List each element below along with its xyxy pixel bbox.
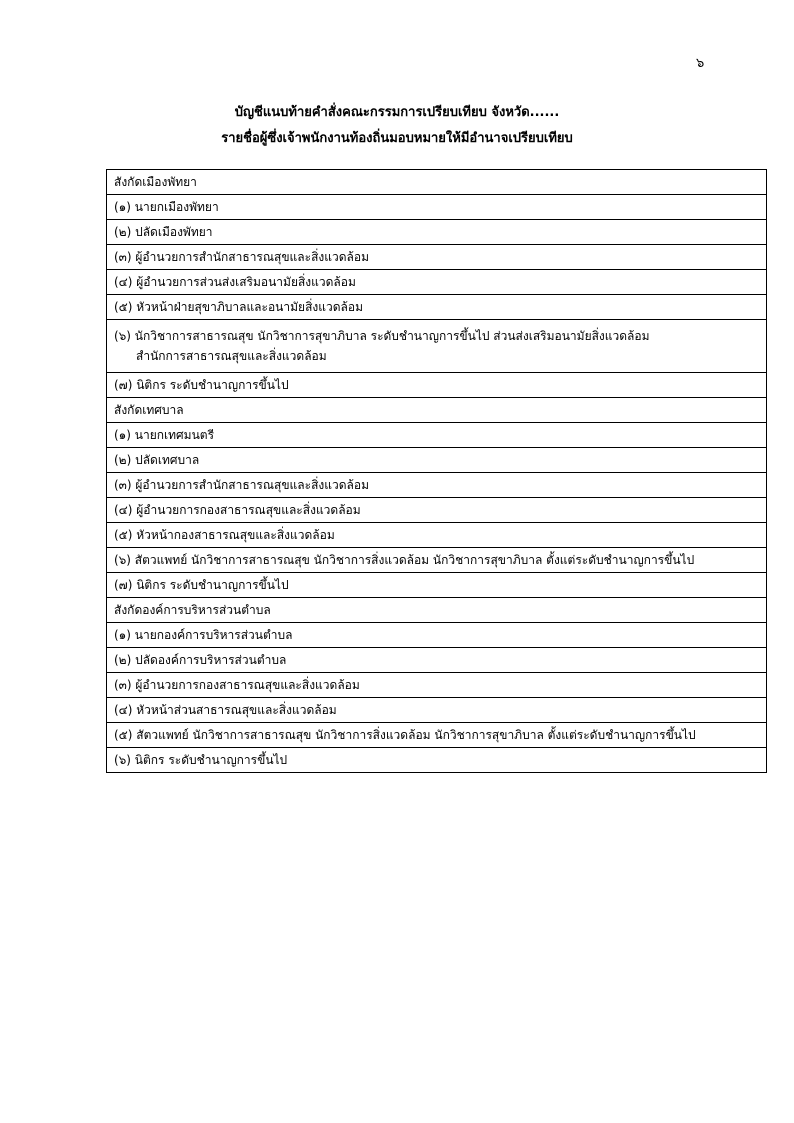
item-cell bbox=[107, 195, 767, 220]
item-text: (๑) นายกเทศมนตรี bbox=[114, 428, 215, 442]
item-text: (๖) สัตวแพทย์ นักวิชาการสาธารณสุข นักวิชาการสิ่งแวดล้อม นักวิชาการสุขาภิบาล ตั้งแต่ระดับชำนาญการขึ้นไป bbox=[114, 553, 695, 567]
table-row bbox=[107, 648, 767, 673]
table-row bbox=[107, 245, 767, 270]
section-header-cell bbox=[107, 398, 767, 423]
item-cell bbox=[107, 320, 767, 373]
item-cell bbox=[107, 423, 767, 448]
item-text: (๑) นายกเมืองพัทยา bbox=[114, 200, 219, 214]
item-text: (๔) หัวหน้าส่วนสาธารณสุขและสิ่งแวดล้อม bbox=[114, 703, 337, 717]
item-cell bbox=[107, 673, 767, 698]
item-cell bbox=[107, 498, 767, 523]
item-text: (๓) ผู้อำนวยการกองสาธารณสุขและสิ่งแวดล้อม bbox=[114, 678, 360, 692]
section-title: สังกัดองค์การบริหารส่วนตำบล bbox=[114, 603, 271, 617]
table-row bbox=[107, 195, 767, 220]
document-title: บัญชีแนบท้ายคำสั่งคณะกรรมการเปรียบเทียบ จังหวัด...... bbox=[234, 105, 560, 120]
table-row bbox=[107, 373, 767, 398]
item-text: (๖) นิติกร ระดับชำนาญการขึ้นไป bbox=[114, 753, 288, 767]
item-cell bbox=[107, 270, 767, 295]
table-row bbox=[107, 523, 767, 548]
section-header-row bbox=[107, 398, 767, 423]
table-row bbox=[107, 498, 767, 523]
table-row bbox=[107, 473, 767, 498]
item-text: (๗) นิติกร ระดับชำนาญการขึ้นไป bbox=[114, 578, 289, 592]
item-cell bbox=[107, 523, 767, 548]
item-cell bbox=[107, 623, 767, 648]
section-header-row bbox=[107, 170, 767, 195]
item-text: (๒) ปลัดเทศบาล bbox=[114, 453, 200, 467]
table-row bbox=[107, 270, 767, 295]
item-cell bbox=[107, 748, 767, 773]
table-row bbox=[107, 573, 767, 598]
table-row bbox=[107, 320, 767, 373]
item-cell bbox=[107, 698, 767, 723]
item-cell bbox=[107, 648, 767, 673]
item-text: (๑) นายกองค์การบริหารส่วนตำบล bbox=[114, 628, 293, 642]
item-text: (๒) ปลัดองค์การบริหารส่วนตำบล bbox=[114, 653, 287, 667]
item-cell bbox=[107, 723, 767, 748]
item-text: (๒) ปลัดเมืองพัทยา bbox=[114, 225, 213, 239]
item-text: (๓) ผู้อำนวยการสำนักสาธารณสุขและสิ่งแวดล้อม bbox=[114, 478, 369, 492]
table-row bbox=[107, 673, 767, 698]
table-row bbox=[107, 220, 767, 245]
section-header-row bbox=[107, 598, 767, 623]
table-body bbox=[107, 170, 767, 773]
item-cell bbox=[107, 220, 767, 245]
item-text: (๕) หัวหน้าฝ่ายสุขาภิบาลและอนามัยสิ่งแวดล้อม bbox=[114, 300, 363, 314]
section-title: สังกัดเมืองพัทยา bbox=[114, 175, 197, 189]
item-cell bbox=[107, 373, 767, 398]
item-text: (๖) นักวิชาการสาธารณสุข นักวิชาการสุขาภิบาล ระดับชำนาญการขึ้นไป ส่วนส่งเสริมอนามัยสิ่งแวดล้อม bbox=[114, 329, 650, 343]
item-text: (๗) นิติกร ระดับชำนาญการขึ้นไป bbox=[114, 378, 289, 392]
table-row bbox=[107, 698, 767, 723]
section-header-cell bbox=[107, 170, 767, 195]
document-subtitle: รายชื่อผู้ซึ่งเจ้าพนักงานท้องถิ่นมอบหมายให้มีอำนาจเปรียบเทียบ bbox=[221, 131, 573, 146]
item-text: (๔) ผู้อำนวยการส่วนส่งเสริมอนามัยสิ่งแวดล้อม bbox=[114, 275, 356, 289]
item-text: (๔) ผู้อำนวยการกองสาธารณสุขและสิ่งแวดล้อม bbox=[114, 503, 361, 517]
item-text: (๕) สัตวแพทย์ นักวิชาการสาธารณสุข นักวิชาการสิ่งแวดล้อม นักวิชาการสุขาภิบาล ตั้งแต่ระดับชำนาญการขึ้นไป bbox=[114, 728, 696, 742]
table-row bbox=[107, 623, 767, 648]
table-row bbox=[107, 723, 767, 748]
table-row bbox=[107, 448, 767, 473]
item-cell bbox=[107, 448, 767, 473]
item-cell bbox=[107, 473, 767, 498]
page-number: ๖ bbox=[696, 56, 705, 71]
section-title: สังกัดเทศบาล bbox=[114, 403, 184, 417]
item-cell bbox=[107, 295, 767, 320]
item-cell bbox=[107, 245, 767, 270]
table-row bbox=[107, 423, 767, 448]
table-row bbox=[107, 548, 767, 573]
table-row bbox=[107, 295, 767, 320]
table-row bbox=[107, 748, 767, 773]
item-text: (๓) ผู้อำนวยการสำนักสาธารณสุขและสิ่งแวดล้อม bbox=[114, 250, 369, 264]
item-cell bbox=[107, 573, 767, 598]
authorized-persons-table bbox=[106, 169, 767, 773]
item-text-continuation: สำนักการสาธารณสุขและสิ่งแวดล้อม bbox=[136, 349, 327, 363]
item-text: (๕) หัวหน้ากองสาธารณสุขและสิ่งแวดล้อม bbox=[114, 528, 335, 542]
item-cell bbox=[107, 548, 767, 573]
section-header-cell bbox=[107, 598, 767, 623]
